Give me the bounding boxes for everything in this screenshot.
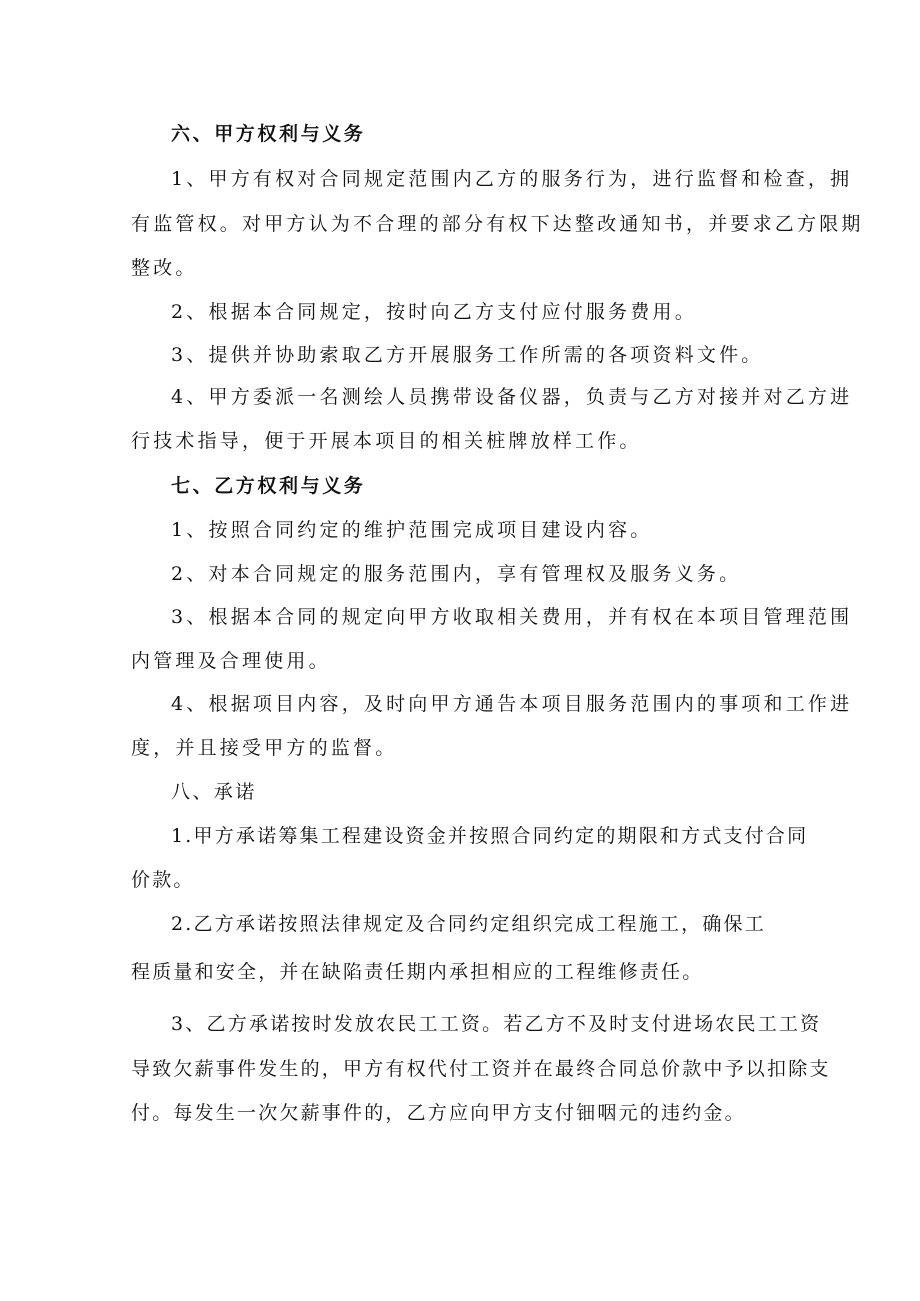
section7-item2: 2、对本合同规定的服务范围内，享有管理权及服务义务。 — [171, 563, 742, 585]
section8-item2-line2: 程质量和安全，并在缺陷责任期内承担相应的工程维修责任。 — [131, 961, 704, 983]
section7-item4-line2: 度，并且接受甲方的监督。 — [131, 737, 398, 759]
section8-item3-line2: 导致欠薪事件发生的，甲方有权代付工资并在最终合同总价款中予以扣除支 — [131, 1058, 831, 1080]
section6-item1-line3: 整改。 — [131, 257, 198, 279]
section6-item1-line1: 1、甲方有权对合同规定范围内乙方的服务行为，进行监督和检查，拥 — [171, 168, 853, 190]
section8-item1-line1: 1.甲方承诺筹集工程建设资金并按照合同约定的期限和方式支付合同 — [171, 825, 809, 847]
section7-item4-line1: 4、根据项目内容，及时向甲方通告本项目服务范围内的事项和工作进 — [171, 693, 853, 715]
section6-item3: 3、提供并协助索取乙方开展服务工作所需的各项资料文件。 — [171, 344, 764, 366]
section7-item3-line2: 内管理及合理使用。 — [131, 650, 331, 672]
section7-heading: 七、乙方权利与义务 — [171, 475, 366, 497]
section6-item1-line2: 有监管权。对甲方认为不合理的部分有权下达整改通知书，并要求乙方限期 — [131, 213, 864, 235]
section6-item4-line1: 4、甲方委派一名测绘人员携带设备仪器，负责与乙方对接并对乙方进 — [171, 386, 853, 408]
section6-item4-line2: 行技术指导，便于开展本项目的相关桩牌放样工作。 — [131, 430, 642, 452]
section7-item1: 1、按照合同约定的维护范围完成项目建设内容。 — [171, 519, 653, 541]
section8-item1-line2: 价款。 — [131, 869, 195, 891]
section8-item3-line3: 付。每发生一次欠薪事件的，乙方应向甲方支付钿咽元的违约金。 — [131, 1102, 746, 1124]
section7-item3-line1: 3、根据本合同的规定向甲方收取相关费用，并有权在本项目管理范围 — [171, 606, 853, 628]
section8-item2-line1: 2.乙方承诺按照法律规定及合同约定组织完成工程施工，确保工 — [171, 913, 766, 935]
section8-heading: 八、承诺 — [171, 781, 257, 803]
section6-heading: 六、甲方权利与义务 — [171, 123, 366, 145]
section6-item2: 2、根据本合同规定，按时向乙方支付应付服务费用。 — [171, 301, 697, 323]
section8-item3-line1: 3、乙方承诺按时发放农民工工资。若乙方不及时支付进场农民工工资 — [171, 1013, 822, 1035]
